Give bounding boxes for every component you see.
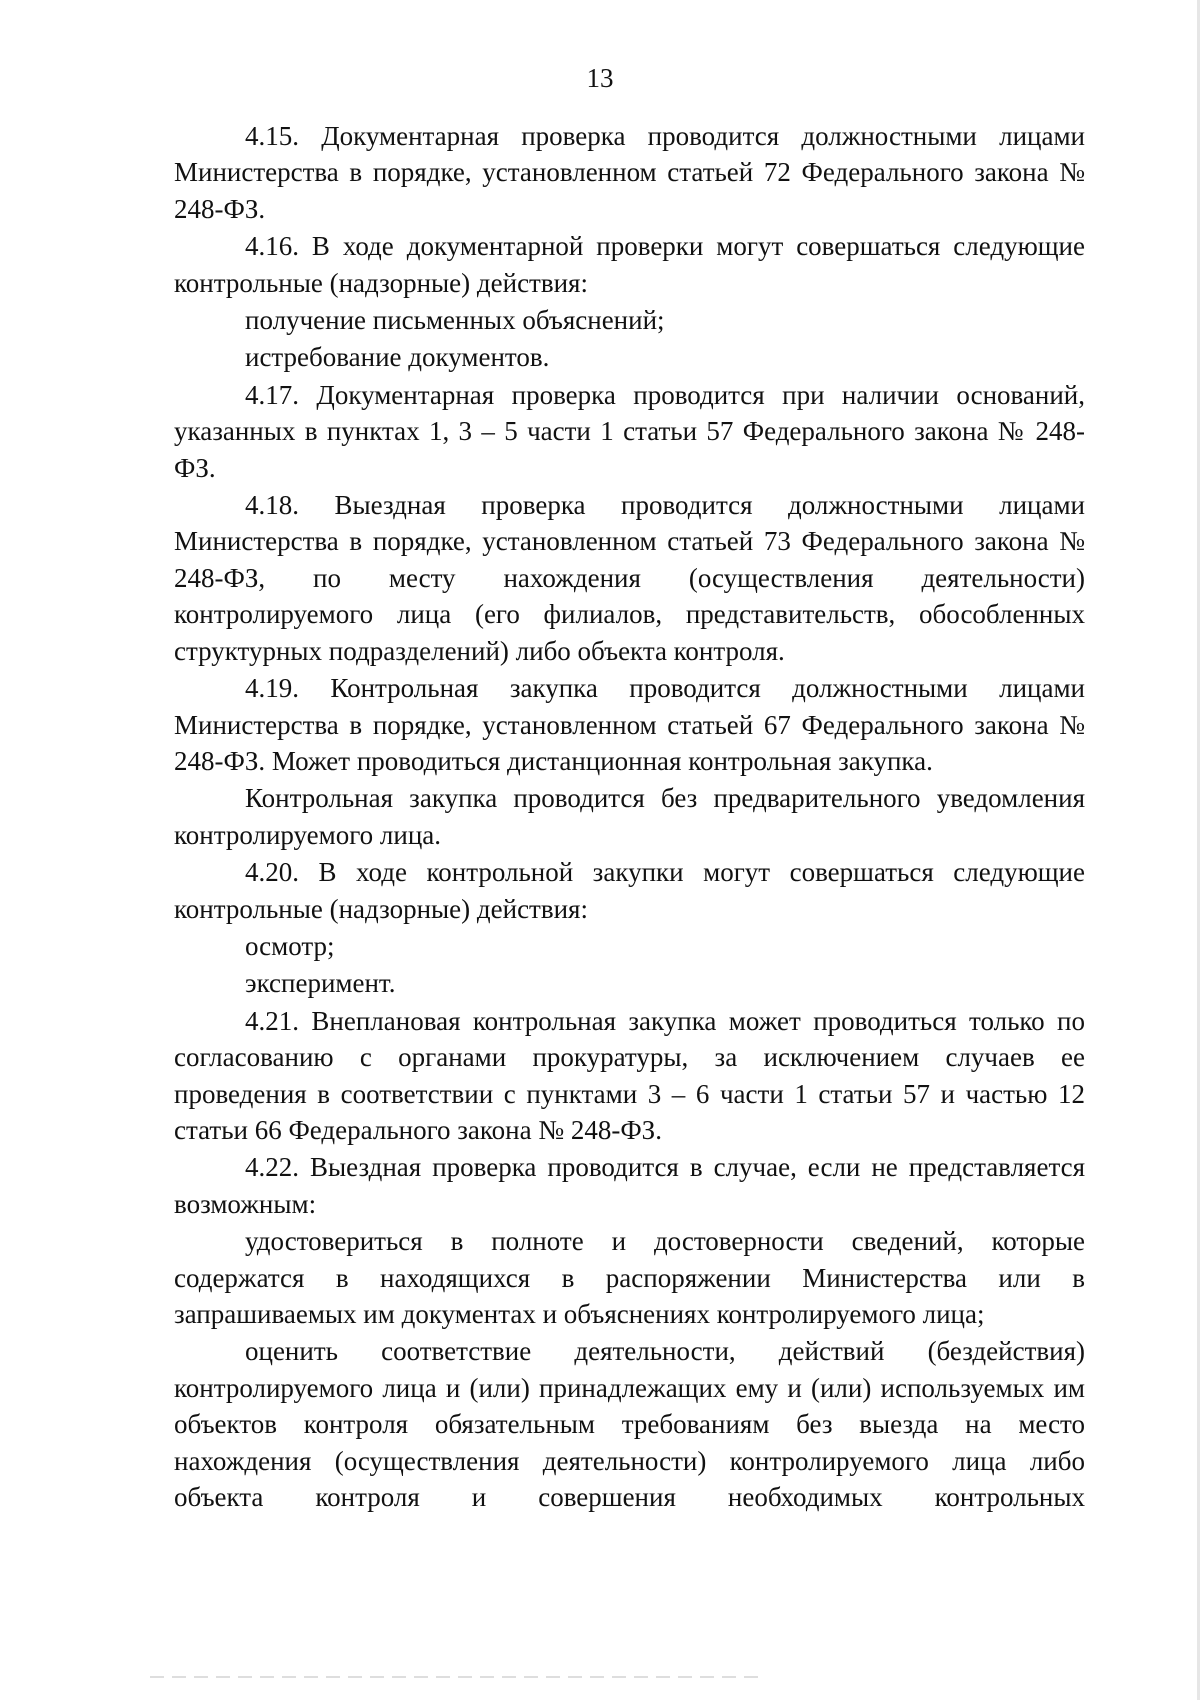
paragraph-4-16: 4.16. В ходе документарной проверки могут совершаться следующие контрольные (надзорные) действия: [174, 231, 1085, 298]
paragraph-4-20: 4.20. В ходе контрольной закупки могут совершаться следующие контрольные (надзорные) действия: [174, 857, 1085, 924]
scan-artifact-line [150, 1676, 760, 1678]
paragraph-control-purchase-notice: Контрольная закупка проводится без предварительного уведомления контролируемого лица. [174, 783, 1085, 850]
list-item-verify-completeness: удостовериться в полноте и достоверности сведений, которые содержатся в находящихся в распоряжении Министерства или в запрашиваемых им документах и объяснениях контролируемого лица; [174, 1226, 1085, 1329]
paragraph-4-19: 4.19. Контрольная закупка проводится должностными лицами Министерства в порядке, установленном статьей 67 Федерального закона № 248-ФЗ. Может проводиться дистанционная контрольная закупка. [174, 673, 1085, 776]
paragraph-4-22: 4.22. Выездная проверка проводится в случае, если не представляется возможным: [174, 1152, 1085, 1219]
list-item-inspection: осмотр; [245, 930, 335, 961]
paragraph-4-15: 4.15. Документарная проверка проводится должностными лицами Министерства в порядке, установленном статьей 72 Федерального закона № 248-ФЗ. [174, 121, 1085, 224]
list-item-assess-compliance: оценить соответствие деятельности, действий (бездействия) контролируемого лица и (или) принадлежащих ему и (или) используемых им объектов контроля обязательным требованиям без выезда на место нахождения (осуществления деятельности) контролируемого лица либо объекта контроля и совершения необходимых контрольных [174, 1336, 1085, 1513]
document-body [174, 118, 1085, 1516]
list-item-document-request: истребование документов. [245, 342, 550, 373]
page-number: 13 [586, 63, 614, 93]
list-item-experiment: эксперимент. [245, 968, 396, 999]
list-item-written-explanations: получение письменных объяснений; [245, 305, 665, 336]
paragraph-4-21: 4.21. Внеплановая контрольная закупка может проводиться только по согласованию с органами прокуратуры, за исключением случаев ее проведения в соответствии с пунктами 3 – 6 части 1 статьи 57 и частью 12 статьи 66 Федерального закона № 248-ФЗ. [174, 1005, 1085, 1145]
paragraph-4-18: 4.18. Выездная проверка проводится должностными лицами Министерства в порядке, установленном статьей 73 Федерального закона № 248-ФЗ, по месту нахождения (осуществления деятельности) контролируемого лица (его филиалов, представительств, обособленных структурных подразделений) либо объекта контроля. [174, 490, 1085, 666]
paragraph-4-17: 4.17. Документарная проверка проводится при наличии оснований, указанных в пунктах 1, 3 – 5 части 1 статьи 57 Федерального закона № 248-ФЗ. [174, 379, 1085, 483]
